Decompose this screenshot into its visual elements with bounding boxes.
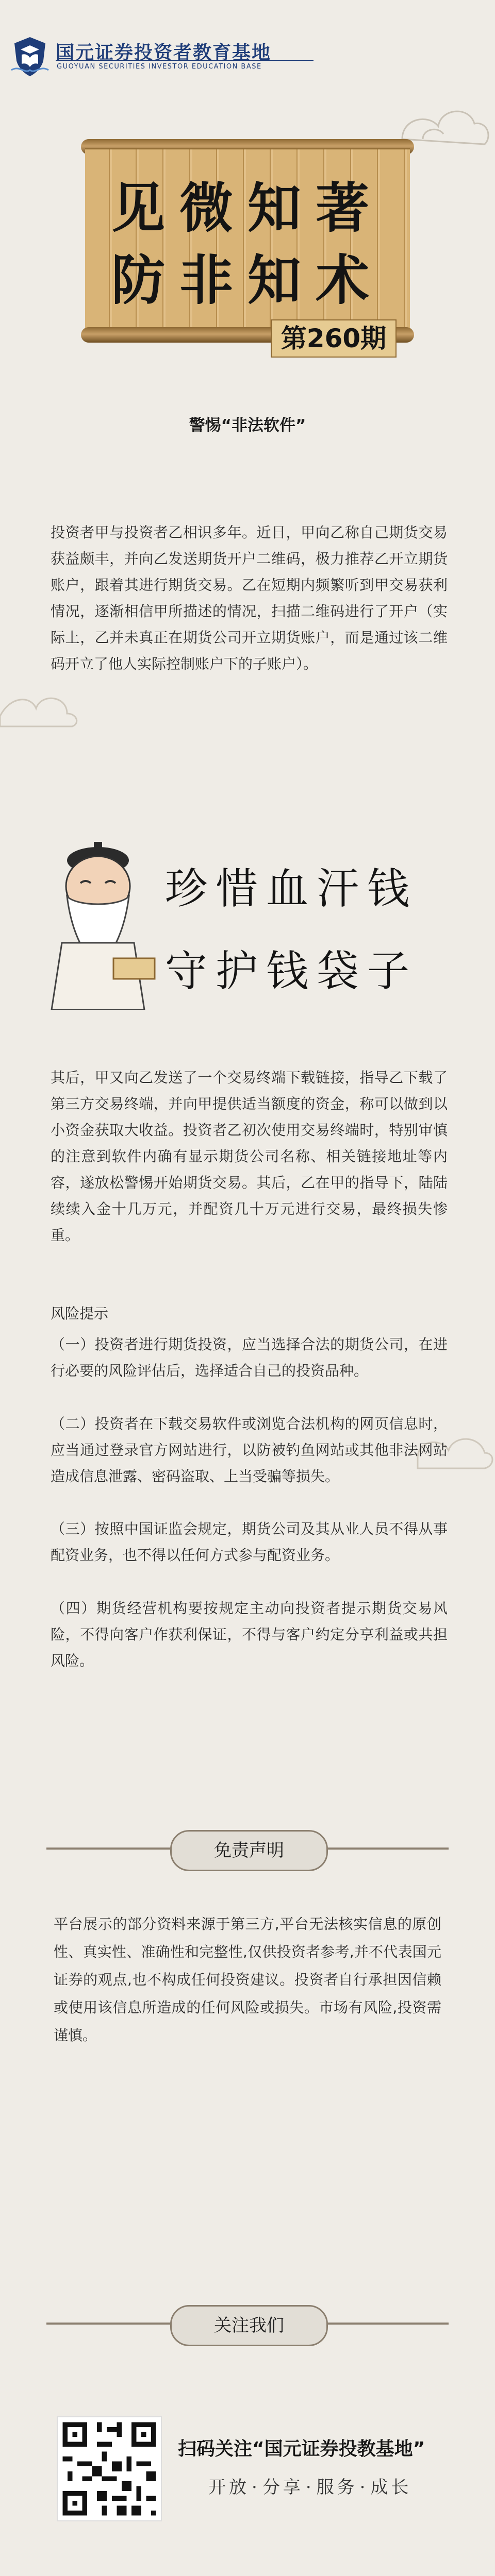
risk-item-3: （三）按照中国证监会规定，期货公司及其从业人员不得从事配资业务，也不得以任何方式参与配资业务。 [51, 1520, 448, 1564]
article-subtitle: 警惕“非法软件” [189, 416, 306, 435]
qr-code-icon[interactable] [57, 2416, 162, 2521]
risk-item-1: （一）投资者进行期货投资，应当选择合法的期货公司，在进行必要的风险评估后，选择适合自己的投资品种。 [51, 1336, 448, 1379]
risk-item-2: （二）投资者在下载交易软件或浏览合法机构的网页信息时，应当通过登录官方网站进行，以防被钓鱼网站或其他非法网站造成信息泄露、密码盗取、上当受骗等损失。 [51, 1415, 448, 1485]
scan-follow-text: 扫码关注“国元证券投教基地” [178, 2438, 425, 2460]
story-paragraph-1: 投资者甲与投资者乙相识多年。近日，甲向乙称自己期货交易获益颇丰，并向乙发送期货开户二维码，极力推荐乙开立期货账户，跟着其进行期货交易。乙在短期内频繁听到甲交易获利情况，逐渐相信甲所描述的情况，扫描二维码进行了开户（实际上，乙并未真正在期货公司开立期货账户，而是通过该二维码开立了他人实际控制账户下的子账户）。 [51, 524, 448, 672]
issue-number: 第260期 [271, 319, 397, 358]
bamboo-scroll-banner [85, 118, 410, 386]
risk-item-4: （四）期货经营机构要按规定主动向投资者提示期货交易风险，不得向客户作获利保证，不得与客户约定分享利益或共担风险。 [51, 1600, 448, 1669]
value-service: 服务 [316, 2477, 358, 2498]
shield-book-icon [9, 34, 51, 78]
brand-header [9, 34, 319, 80]
value-growth: 成长 [370, 2477, 412, 2498]
value-share: 分享 [262, 2477, 304, 2498]
story-paragraph-2: 其后，甲又向乙发送了一个交易终端下载链接，指导乙下载了第三方交易终端，并向甲提供适当额度的资金，称可以做到以小资金获取大收益。投资者乙初次使用交易终端时，特别审慎的注意到软件内确有显示期货公司名称、相关链接地址等内容，遂放松警惕开始期货交易。其后，乙在甲的指导下，陆陆续续入金十几万元，并配资几十万元进行交易，最终损失惨重。 [51, 1069, 448, 1244]
ink-landscape-icon [0, 2535, 495, 2576]
banner-line-1: 见微知著 [111, 176, 384, 240]
disclaimer-text: 平台展示的部分资料来源于第三方,平台无法核实信息的原创性、真实性、准确性和完整性,仅供投资者参考,并不代表国元证券的观点,也不构成任何投资建议。投资者自行承担因信赖或使用该信息所造成的任何风险或损失。市场有风险,投资需谨慎。 [54, 1916, 441, 2044]
banner-line-2: 防非知术 [111, 248, 384, 312]
brand-name-en: GUOYUAN SECURITIES INVESTOR EDUCATION BASE [57, 63, 262, 71]
follow-title: 关注我们 [170, 2305, 328, 2346]
slogan-line-1: 珍惜血汗钱 [165, 865, 418, 913]
risk-title: 风险提示 [51, 1305, 109, 1322]
sage-illustration-icon [36, 840, 160, 1010]
disclaimer-title: 免责声明 [170, 1830, 328, 1871]
brand-values: 开放 · 分享 · 服务 · 成长 [208, 2477, 412, 2498]
value-open: 开放 [208, 2477, 250, 2498]
brand-name: 国元证券投资者教育基地 [56, 42, 272, 63]
slogan-line-2: 守护钱袋子 [165, 947, 418, 996]
